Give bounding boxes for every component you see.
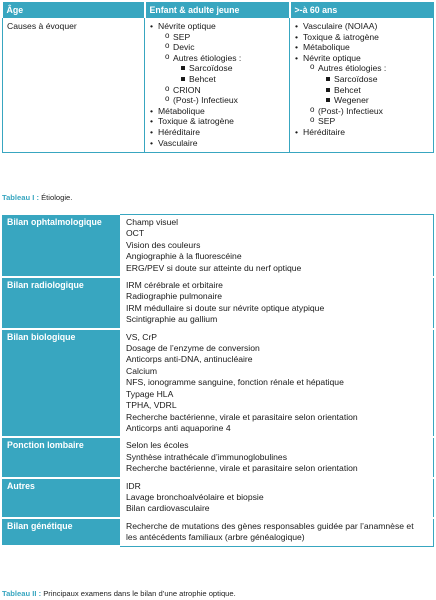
exam-item: IRM cérébrale et orbitaire — [126, 280, 223, 291]
list-item: Wegener — [326, 95, 429, 106]
exam-item: TPHA, VDRL — [126, 400, 177, 411]
exam-item: Recherche bactérienne, virale et parasitaire selon orientation — [126, 463, 358, 474]
exams-row — [2, 277, 433, 329]
exam-item: Angiographie à la fluorescéine — [126, 251, 242, 262]
list-item: • Héréditaire — [294, 127, 429, 138]
exam-item: Anticorps anti-DNA, antinucléaire — [126, 354, 253, 365]
list-item: o SEP — [310, 116, 429, 127]
exam-item: ERG/PEV si doute sur atteinte du nerf optique — [126, 262, 302, 273]
exam-category-label: Bilan biologique — [2, 329, 120, 438]
list-item-label: Autres étiologies : — [173, 52, 242, 63]
list-item-label: Autres étiologies : — [318, 63, 387, 74]
caption-text: Étiologie. — [39, 193, 73, 202]
caption-label: Tableau I : — [2, 193, 39, 202]
sub-list — [303, 63, 429, 127]
exam-category-label: Bilan génétique — [2, 518, 120, 546]
child-causes-list — [149, 21, 285, 148]
exam-item: Synthèse intrathécale d’immunoglobulines — [126, 451, 287, 462]
exams-table — [2, 214, 434, 547]
list-item: • Vasculaire — [149, 138, 285, 149]
exam-category-label: Bilan ophtalmologique — [2, 215, 120, 278]
list-item: Sarcoïdose — [326, 74, 429, 85]
exam-item: Scintigraphie au gallium — [126, 314, 218, 325]
exam-item: OCT — [126, 228, 145, 239]
exam-category-label: Bilan radiologique — [2, 277, 120, 329]
list-item — [294, 53, 429, 127]
exam-category-label: Autres — [2, 478, 120, 518]
exam-category-label: Ponction lombaire — [2, 437, 120, 477]
list-item: o SEP — [165, 32, 285, 43]
list-item: • Vasculaire (NOIAA) — [294, 21, 429, 32]
exam-item: Recherche bactérienne, virale et parasitaire selon orientation — [126, 411, 358, 422]
list-item-label: Névrite optique — [303, 52, 361, 63]
exam-item: Champ visuel — [126, 217, 179, 227]
exam-item: Selon les écoles — [126, 440, 189, 451]
caption-label: Tableau II : — [2, 589, 42, 598]
sub-sub-list — [173, 63, 285, 84]
exams-table-body — [2, 215, 433, 547]
exams-row — [2, 437, 433, 477]
list-item — [165, 53, 285, 85]
child-causes-cell — [145, 18, 290, 153]
etiology-header-row — [3, 2, 434, 18]
exam-item: Vision des couleurs — [126, 239, 201, 250]
exam-item: Typage HLA — [126, 388, 174, 399]
exam-item: Recherche de mutations des gènes responsables guidée par l’anamnèse et les antécédents familiaux (arbre généalogique) — [126, 520, 414, 543]
list-item: • Toxique & iatrogène — [294, 32, 429, 43]
table2-caption — [2, 589, 236, 598]
list-item-label: Névrite optique — [158, 21, 216, 31]
header-child-young-adult: Enfant & adulte jeune — [145, 2, 290, 18]
exam-item: Lavage bronchoalvéolaire et biopsie — [126, 491, 264, 502]
header-over-60: >-à 60 ans — [290, 2, 434, 18]
list-item: Behcet — [181, 74, 285, 85]
exam-item: VS, CrP — [126, 331, 158, 342]
header-age: Âge — [3, 2, 145, 18]
exams-row — [2, 329, 433, 438]
exam-items-cell — [120, 329, 433, 438]
list-item — [149, 21, 285, 106]
exam-items-cell — [120, 277, 433, 329]
exams-row — [2, 215, 433, 278]
exam-item: Anticorps anti aquaporine 4 — [126, 422, 231, 433]
list-item: • Toxique & iatrogène — [149, 116, 285, 127]
table1-caption — [2, 193, 72, 202]
list-item: Behcet — [326, 85, 429, 96]
exam-items-cell — [120, 478, 433, 518]
etiology-row — [3, 18, 434, 153]
elderly-causes-cell — [290, 18, 434, 153]
list-item: • Métabolique — [149, 106, 285, 117]
exam-item: Radiographie pulmonaire — [126, 291, 223, 302]
exam-items-cell — [120, 437, 433, 477]
exams-row — [2, 478, 433, 518]
row-label-causes: Causes à évoquer — [3, 18, 145, 153]
exam-items-cell — [120, 518, 433, 546]
exam-item: IRM médullaire si doute sur névrite optique atypique — [126, 302, 325, 313]
list-item: o (Post-) Infectieux — [310, 106, 429, 117]
list-item: • Métabolique — [294, 42, 429, 53]
exams-row — [2, 518, 433, 546]
exam-item: IDR — [126, 480, 141, 491]
exam-item: Bilan cardiovasculaire — [126, 503, 210, 514]
list-item: • Héréditaire — [149, 127, 285, 138]
list-item: o Devic — [165, 42, 285, 53]
exam-item: Calcium — [126, 365, 158, 376]
exam-item: Dosage de l’enzyme de conversion — [126, 343, 260, 354]
exam-items-cell — [120, 215, 433, 278]
caption-text: Principaux examens dans le bilan d’une atrophie optique. — [41, 589, 236, 598]
list-item: o (Post-) Infectieux — [165, 95, 285, 106]
sub-sub-list — [318, 74, 429, 106]
etiology-table — [2, 2, 434, 153]
list-item: Sarcoïdose — [181, 63, 285, 74]
exam-item: NFS, ionogramme sanguine, fonction rénale et hépatique — [126, 377, 344, 388]
elderly-causes-list — [294, 21, 429, 138]
list-item: o CRION — [165, 85, 285, 96]
list-item — [310, 63, 429, 105]
sub-list — [158, 32, 285, 106]
